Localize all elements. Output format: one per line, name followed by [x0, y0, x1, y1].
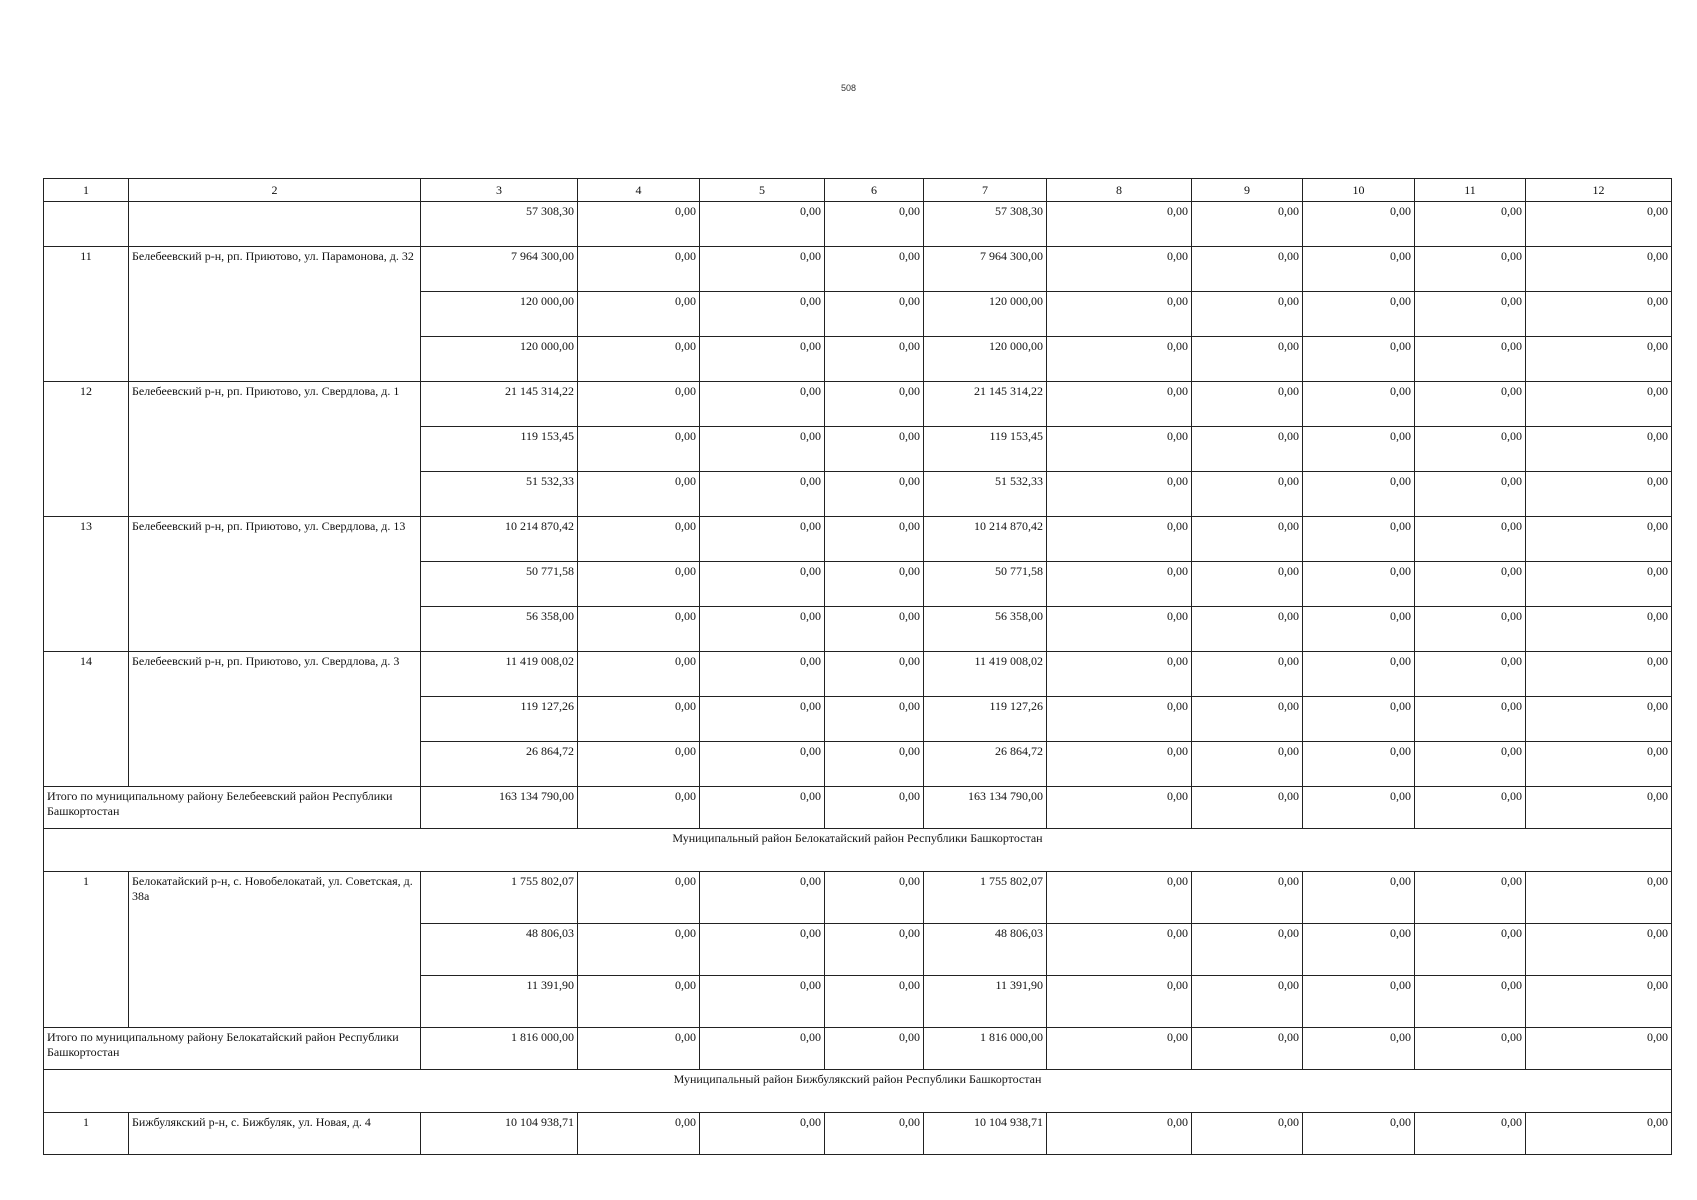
- value-cell-col-8: 0,00: [1047, 652, 1192, 697]
- value-cell-col-4: 0,00: [578, 1113, 700, 1155]
- value-cell-col-9: 0,00: [1192, 1113, 1303, 1155]
- column-header-3: 3: [421, 179, 578, 202]
- value-cell-col-11: 0,00: [1415, 337, 1526, 382]
- column-header-4: 4: [578, 179, 700, 202]
- value-cell-col-4: 0,00: [578, 872, 700, 924]
- value-cell-col-12: 0,00: [1526, 872, 1672, 924]
- section-row: [44, 829, 1672, 872]
- value-cell-col-10: 0,00: [1303, 427, 1415, 472]
- value-cell-col-6: 0,00: [825, 382, 924, 427]
- value-cell-col-6: 0,00: [825, 292, 924, 337]
- value-cell-col-10: 0,00: [1303, 976, 1415, 1028]
- total-row: [44, 1028, 1672, 1070]
- row-index-cell: 1: [44, 872, 129, 1028]
- value-cell-col-11: 0,00: [1415, 1113, 1526, 1155]
- value-cell-col-4: 0,00: [578, 1028, 700, 1070]
- section-heading: Муниципальный район Бижбулякский район Республики Башкортостан: [44, 1070, 1672, 1113]
- table-row: [44, 652, 1672, 697]
- value-cell-col-8: 0,00: [1047, 427, 1192, 472]
- value-cell-col-8: 0,00: [1047, 1113, 1192, 1155]
- value-cell-col-4: 0,00: [578, 247, 700, 292]
- value-cell-col-10: 0,00: [1303, 742, 1415, 787]
- address-cell: Белокатайский р-н, с. Новобелокатай, ул. Советская, д. 38а: [129, 872, 421, 1028]
- value-cell-col-3: 56 358,00: [421, 607, 578, 652]
- row-index-cell: 12: [44, 382, 129, 517]
- value-cell-col-9: 0,00: [1192, 247, 1303, 292]
- value-cell-col-5: 0,00: [700, 742, 825, 787]
- value-cell-col-4: 0,00: [578, 607, 700, 652]
- value-cell-col-11: 0,00: [1415, 607, 1526, 652]
- value-cell-col-8: 0,00: [1047, 607, 1192, 652]
- value-cell-col-11: 0,00: [1415, 1028, 1526, 1070]
- value-cell-col-8: 0,00: [1047, 697, 1192, 742]
- value-cell-col-12: 0,00: [1526, 742, 1672, 787]
- value-cell-col-4: 0,00: [578, 517, 700, 562]
- value-cell-col-3: 57 308,30: [421, 202, 578, 247]
- column-header-8: 8: [1047, 179, 1192, 202]
- value-cell-col-11: 0,00: [1415, 202, 1526, 247]
- value-cell-col-11: 0,00: [1415, 742, 1526, 787]
- value-cell-col-10: 0,00: [1303, 924, 1415, 976]
- value-cell-col-7: 11 419 008,02: [924, 652, 1047, 697]
- value-cell-col-5: 0,00: [700, 427, 825, 472]
- value-cell-col-4: 0,00: [578, 697, 700, 742]
- value-cell-col-6: 0,00: [825, 787, 924, 829]
- value-cell-col-12: 0,00: [1526, 652, 1672, 697]
- value-cell-col-4: 0,00: [578, 976, 700, 1028]
- value-cell-col-8: 0,00: [1047, 924, 1192, 976]
- value-cell-col-12: 0,00: [1526, 607, 1672, 652]
- value-cell-col-6: 0,00: [825, 427, 924, 472]
- value-cell-col-11: 0,00: [1415, 292, 1526, 337]
- value-cell-col-10: 0,00: [1303, 872, 1415, 924]
- value-cell-col-11: 0,00: [1415, 427, 1526, 472]
- value-cell-col-4: 0,00: [578, 652, 700, 697]
- value-cell-col-12: 0,00: [1526, 472, 1672, 517]
- value-cell-col-6: 0,00: [825, 1113, 924, 1155]
- value-cell-col-10: 0,00: [1303, 292, 1415, 337]
- value-cell-col-4: 0,00: [578, 292, 700, 337]
- address-cell: Белебеевский р-н, рп. Приютово, ул. Парамонова, д. 32: [129, 247, 421, 382]
- value-cell-col-8: 0,00: [1047, 382, 1192, 427]
- value-cell-col-8: 0,00: [1047, 787, 1192, 829]
- value-cell-col-12: 0,00: [1526, 924, 1672, 976]
- value-cell-col-8: 0,00: [1047, 202, 1192, 247]
- column-header-9: 9: [1192, 179, 1303, 202]
- value-cell-col-11: 0,00: [1415, 472, 1526, 517]
- value-cell-col-7: 120 000,00: [924, 337, 1047, 382]
- section-row: [44, 1070, 1672, 1113]
- value-cell-col-5: 0,00: [700, 697, 825, 742]
- value-cell-col-11: 0,00: [1415, 872, 1526, 924]
- row-index-cell: [44, 202, 129, 247]
- value-cell-col-12: 0,00: [1526, 202, 1672, 247]
- total-label: Итого по муниципальному району Белокатайский район Республики Башкортостан: [44, 1028, 421, 1070]
- value-cell-col-12: 0,00: [1526, 337, 1672, 382]
- total-row: [44, 787, 1672, 829]
- value-cell-col-5: 0,00: [700, 924, 825, 976]
- row-index-cell: 13: [44, 517, 129, 652]
- value-cell-col-8: 0,00: [1047, 292, 1192, 337]
- column-header-10: 10: [1303, 179, 1415, 202]
- value-cell-col-9: 0,00: [1192, 472, 1303, 517]
- value-cell-col-7: 21 145 314,22: [924, 382, 1047, 427]
- value-cell-col-6: 0,00: [825, 247, 924, 292]
- value-cell-col-6: 0,00: [825, 337, 924, 382]
- value-cell-col-12: 0,00: [1526, 562, 1672, 607]
- column-header-2: 2: [129, 179, 421, 202]
- value-cell-col-12: 0,00: [1526, 1028, 1672, 1070]
- value-cell-col-3: 50 771,58: [421, 562, 578, 607]
- value-cell-col-6: 0,00: [825, 562, 924, 607]
- value-cell-col-10: 0,00: [1303, 562, 1415, 607]
- value-cell-col-9: 0,00: [1192, 976, 1303, 1028]
- value-cell-col-12: 0,00: [1526, 976, 1672, 1028]
- column-header-6: 6: [825, 179, 924, 202]
- value-cell-col-10: 0,00: [1303, 517, 1415, 562]
- value-cell-col-5: 0,00: [700, 292, 825, 337]
- value-cell-col-9: 0,00: [1192, 382, 1303, 427]
- value-cell-col-3: 10 214 870,42: [421, 517, 578, 562]
- value-cell-col-9: 0,00: [1192, 202, 1303, 247]
- value-cell-col-7: 10 104 938,71: [924, 1113, 1047, 1155]
- value-cell-col-5: 0,00: [700, 1113, 825, 1155]
- value-cell-col-6: 0,00: [825, 472, 924, 517]
- value-cell-col-9: 0,00: [1192, 742, 1303, 787]
- value-cell-col-10: 0,00: [1303, 652, 1415, 697]
- address-cell: Белебеевский р-н, рп. Приютово, ул. Свердлова, д. 1: [129, 382, 421, 517]
- column-header-5: 5: [700, 179, 825, 202]
- value-cell-col-11: 0,00: [1415, 697, 1526, 742]
- value-cell-col-5: 0,00: [700, 1028, 825, 1070]
- table-row: [44, 202, 1672, 247]
- value-cell-col-5: 0,00: [700, 517, 825, 562]
- value-cell-col-11: 0,00: [1415, 652, 1526, 697]
- value-cell-col-9: 0,00: [1192, 337, 1303, 382]
- value-cell-col-5: 0,00: [700, 607, 825, 652]
- row-index-cell: 1: [44, 1113, 129, 1155]
- value-cell-col-9: 0,00: [1192, 427, 1303, 472]
- value-cell-col-5: 0,00: [700, 976, 825, 1028]
- value-cell-col-7: 163 134 790,00: [924, 787, 1047, 829]
- value-cell-col-4: 0,00: [578, 382, 700, 427]
- value-cell-col-3: 120 000,00: [421, 337, 578, 382]
- value-cell-col-4: 0,00: [578, 472, 700, 517]
- value-cell-col-6: 0,00: [825, 697, 924, 742]
- value-cell-col-10: 0,00: [1303, 697, 1415, 742]
- value-cell-col-4: 0,00: [578, 787, 700, 829]
- value-cell-col-8: 0,00: [1047, 872, 1192, 924]
- value-cell-col-5: 0,00: [700, 652, 825, 697]
- value-cell-col-6: 0,00: [825, 924, 924, 976]
- value-cell-col-10: 0,00: [1303, 787, 1415, 829]
- value-cell-col-11: 0,00: [1415, 976, 1526, 1028]
- value-cell-col-7: 56 358,00: [924, 607, 1047, 652]
- value-cell-col-3: 1 755 802,07: [421, 872, 578, 924]
- budget-table: [43, 178, 1672, 1155]
- value-cell-col-8: 0,00: [1047, 247, 1192, 292]
- value-cell-col-3: 21 145 314,22: [421, 382, 578, 427]
- value-cell-col-9: 0,00: [1192, 517, 1303, 562]
- value-cell-col-7: 57 308,30: [924, 202, 1047, 247]
- value-cell-col-8: 0,00: [1047, 1028, 1192, 1070]
- value-cell-col-9: 0,00: [1192, 924, 1303, 976]
- column-header-1: 1: [44, 179, 129, 202]
- address-cell: [129, 202, 421, 247]
- value-cell-col-4: 0,00: [578, 427, 700, 472]
- row-index-cell: 11: [44, 247, 129, 382]
- value-cell-col-12: 0,00: [1526, 787, 1672, 829]
- value-cell-col-9: 0,00: [1192, 787, 1303, 829]
- value-cell-col-3: 48 806,03: [421, 924, 578, 976]
- value-cell-col-8: 0,00: [1047, 337, 1192, 382]
- value-cell-col-3: 119 127,26: [421, 697, 578, 742]
- value-cell-col-10: 0,00: [1303, 1028, 1415, 1070]
- value-cell-col-7: 7 964 300,00: [924, 247, 1047, 292]
- value-cell-col-5: 0,00: [700, 562, 825, 607]
- value-cell-col-8: 0,00: [1047, 562, 1192, 607]
- value-cell-col-8: 0,00: [1047, 472, 1192, 517]
- column-number-header-row: [44, 179, 1672, 202]
- value-cell-col-11: 0,00: [1415, 517, 1526, 562]
- value-cell-col-5: 0,00: [700, 787, 825, 829]
- page-number: 508: [840, 83, 857, 93]
- value-cell-col-6: 0,00: [825, 976, 924, 1028]
- column-header-7: 7: [924, 179, 1047, 202]
- value-cell-col-4: 0,00: [578, 742, 700, 787]
- value-cell-col-12: 0,00: [1526, 427, 1672, 472]
- value-cell-col-7: 26 864,72: [924, 742, 1047, 787]
- value-cell-col-4: 0,00: [578, 337, 700, 382]
- value-cell-col-3: 1 816 000,00: [421, 1028, 578, 1070]
- value-cell-col-3: 120 000,00: [421, 292, 578, 337]
- address-cell: Белебеевский р-н, рп. Приютово, ул. Свердлова, д. 3: [129, 652, 421, 787]
- table-row: [44, 247, 1672, 292]
- value-cell-col-5: 0,00: [700, 247, 825, 292]
- value-cell-col-3: 163 134 790,00: [421, 787, 578, 829]
- value-cell-col-7: 51 532,33: [924, 472, 1047, 517]
- value-cell-col-7: 119 153,45: [924, 427, 1047, 472]
- value-cell-col-6: 0,00: [825, 1028, 924, 1070]
- value-cell-col-9: 0,00: [1192, 562, 1303, 607]
- value-cell-col-4: 0,00: [578, 202, 700, 247]
- value-cell-col-12: 0,00: [1526, 1113, 1672, 1155]
- value-cell-col-8: 0,00: [1047, 976, 1192, 1028]
- value-cell-col-12: 0,00: [1526, 517, 1672, 562]
- value-cell-col-9: 0,00: [1192, 292, 1303, 337]
- value-cell-col-5: 0,00: [700, 202, 825, 247]
- value-cell-col-5: 0,00: [700, 337, 825, 382]
- value-cell-col-5: 0,00: [700, 472, 825, 517]
- value-cell-col-10: 0,00: [1303, 202, 1415, 247]
- value-cell-col-7: 120 000,00: [924, 292, 1047, 337]
- value-cell-col-7: 48 806,03: [924, 924, 1047, 976]
- value-cell-col-3: 10 104 938,71: [421, 1113, 578, 1155]
- column-header-12: 12: [1526, 179, 1672, 202]
- value-cell-col-9: 0,00: [1192, 607, 1303, 652]
- value-cell-col-5: 0,00: [700, 872, 825, 924]
- value-cell-col-10: 0,00: [1303, 1113, 1415, 1155]
- value-cell-col-12: 0,00: [1526, 292, 1672, 337]
- value-cell-col-10: 0,00: [1303, 607, 1415, 652]
- value-cell-col-7: 1 816 000,00: [924, 1028, 1047, 1070]
- value-cell-col-7: 10 214 870,42: [924, 517, 1047, 562]
- value-cell-col-11: 0,00: [1415, 247, 1526, 292]
- value-cell-col-9: 0,00: [1192, 872, 1303, 924]
- value-cell-col-8: 0,00: [1047, 742, 1192, 787]
- value-cell-col-6: 0,00: [825, 742, 924, 787]
- value-cell-col-10: 0,00: [1303, 247, 1415, 292]
- value-cell-col-12: 0,00: [1526, 697, 1672, 742]
- value-cell-col-6: 0,00: [825, 202, 924, 247]
- value-cell-col-3: 119 153,45: [421, 427, 578, 472]
- value-cell-col-8: 0,00: [1047, 517, 1192, 562]
- column-header-11: 11: [1415, 179, 1526, 202]
- table-row: [44, 1113, 1672, 1155]
- value-cell-col-6: 0,00: [825, 517, 924, 562]
- value-cell-col-3: 11 419 008,02: [421, 652, 578, 697]
- value-cell-col-11: 0,00: [1415, 382, 1526, 427]
- value-cell-col-9: 0,00: [1192, 1028, 1303, 1070]
- value-cell-col-6: 0,00: [825, 652, 924, 697]
- value-cell-col-4: 0,00: [578, 562, 700, 607]
- value-cell-col-3: 11 391,90: [421, 976, 578, 1028]
- value-cell-col-7: 119 127,26: [924, 697, 1047, 742]
- value-cell-col-7: 11 391,90: [924, 976, 1047, 1028]
- total-label: Итого по муниципальному району Белебеевский район Республики Башкортостан: [44, 787, 421, 829]
- value-cell-col-11: 0,00: [1415, 924, 1526, 976]
- value-cell-col-6: 0,00: [825, 607, 924, 652]
- value-cell-col-10: 0,00: [1303, 382, 1415, 427]
- section-heading: Муниципальный район Белокатайский район Республики Башкортостан: [44, 829, 1672, 872]
- value-cell-col-7: 1 755 802,07: [924, 872, 1047, 924]
- address-cell: Белебеевский р-н, рп. Приютово, ул. Свердлова, д. 13: [129, 517, 421, 652]
- value-cell-col-9: 0,00: [1192, 652, 1303, 697]
- value-cell-col-3: 7 964 300,00: [421, 247, 578, 292]
- row-index-cell: 14: [44, 652, 129, 787]
- value-cell-col-10: 0,00: [1303, 472, 1415, 517]
- value-cell-col-11: 0,00: [1415, 787, 1526, 829]
- value-cell-col-7: 50 771,58: [924, 562, 1047, 607]
- table-body: [44, 179, 1672, 1155]
- value-cell-col-6: 0,00: [825, 872, 924, 924]
- value-cell-col-5: 0,00: [700, 382, 825, 427]
- address-cell: Бижбулякский р-н, с. Бижбуляк, ул. Новая, д. 4: [129, 1113, 421, 1155]
- value-cell-col-11: 0,00: [1415, 562, 1526, 607]
- value-cell-col-3: 26 864,72: [421, 742, 578, 787]
- table-row: [44, 872, 1672, 924]
- value-cell-col-10: 0,00: [1303, 337, 1415, 382]
- value-cell-col-9: 0,00: [1192, 697, 1303, 742]
- value-cell-col-12: 0,00: [1526, 382, 1672, 427]
- table-row: [44, 382, 1672, 427]
- value-cell-col-12: 0,00: [1526, 247, 1672, 292]
- table-row: [44, 517, 1672, 562]
- value-cell-col-3: 51 532,33: [421, 472, 578, 517]
- value-cell-col-4: 0,00: [578, 924, 700, 976]
